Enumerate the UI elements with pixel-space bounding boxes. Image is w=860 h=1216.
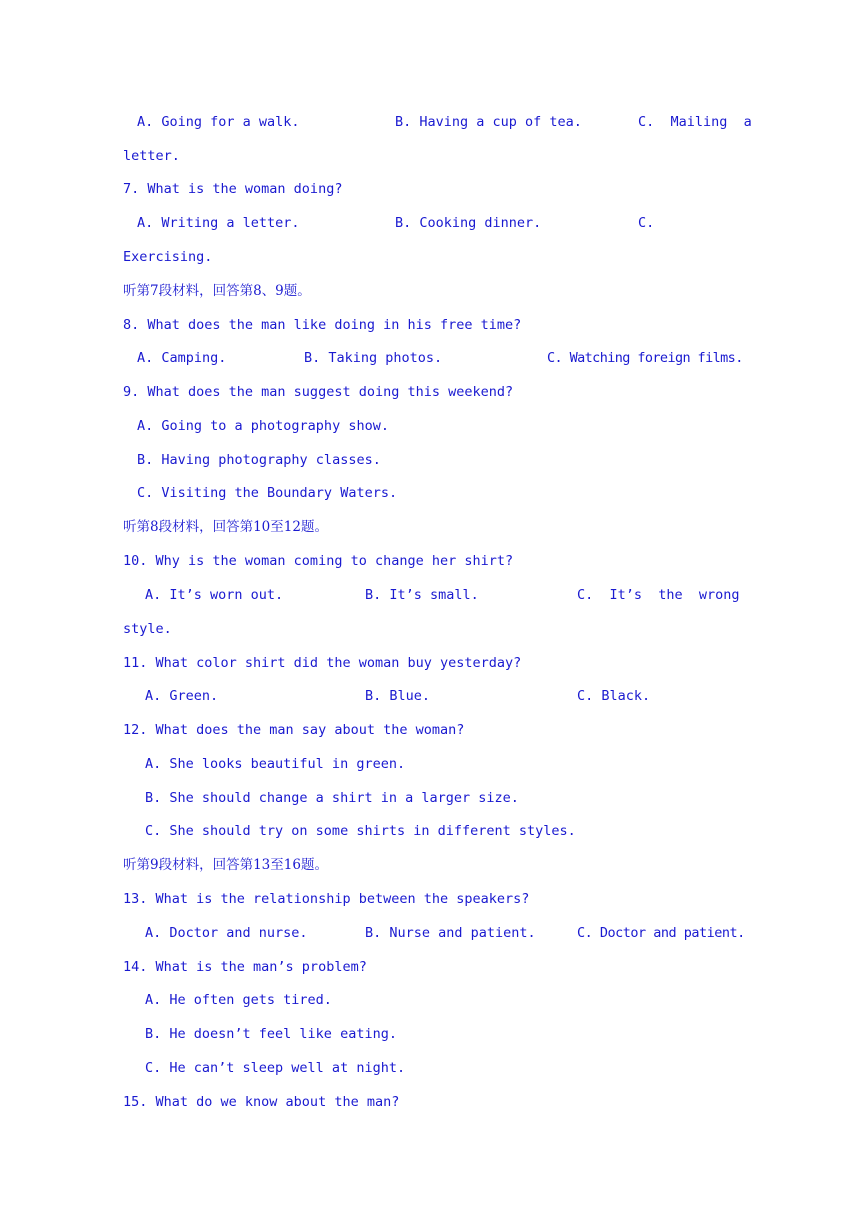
q13-option-a: A. Doctor and nurse. [145,925,308,941]
q9-option-b: B. Having photography classes. [137,452,381,468]
section-9-heading: 听第9段材料，回答第13至16题。 [123,857,328,873]
q13-question: 13. What is the relationship between the speakers? [123,891,530,907]
q12-option-b: B. She should change a shirt in a larger size. [145,790,519,806]
q9-option-c: C. Visiting the Boundary Waters. [137,485,398,501]
q13-option-b: B. Nurse and patient. [365,925,536,941]
q10-option-c: C. It’s the wrong [577,587,740,603]
q14-question: 14. What is the man’s problem? [123,959,367,975]
section-8-heading: 听第8段材料，回答第10至12题。 [123,519,328,535]
q6-option-c: C. Mailing a [638,114,752,130]
q6-option-a: A. Going for a walk. [137,114,300,130]
q10-option-b: B. It’s small. [365,587,479,603]
q12-option-a: A. She looks beautiful in green. [145,756,406,772]
section-7-heading: 听第7段材料，回答第8、9题。 [123,283,311,299]
q14-option-b: B. He doesn’t feel like eating. [145,1026,397,1042]
q11-option-b: B. Blue. [365,688,431,704]
q11-option-a: A. Green. [145,688,219,704]
q7-option-c: C. [638,215,655,231]
q15-question: 15. What do we know about the man? [123,1094,400,1110]
q9-option-a: A. Going to a photography show. [137,418,389,434]
q10-option-c-continued: style. [123,621,172,637]
q9-question: 9. What does the man suggest doing this weekend? [123,384,514,400]
q7-option-b: B. Cooking dinner. [395,215,542,231]
q8-option-a: A. Camping. [137,350,227,366]
q14-option-a: A. He often gets tired. [145,992,332,1008]
q12-question: 12. What does the man say about the woman? [123,722,465,738]
q7-question: 7. What is the woman doing? [123,181,343,197]
q14-option-c: C. He can’t sleep well at night. [145,1060,406,1076]
q7-option-c-continued: Exercising. [123,249,213,265]
q10-option-a: A. It’s worn out. [145,587,284,603]
q6-option-c-continued: letter. [123,148,180,164]
q11-option-c: C. Black. [577,688,651,704]
q7-option-a: A. Writing a letter. [137,215,300,231]
q12-option-c: C. She should try on some shirts in different styles. [145,823,576,839]
q8-option-b: B. Taking photos. [304,350,443,366]
q8-question: 8. What does the man like doing in his free time? [123,317,522,333]
q8-option-c: C. Watching foreign films. [547,350,743,366]
q13-option-c: C. Doctor and patient. [577,925,745,941]
q11-question: 11. What color shirt did the woman buy yesterday? [123,655,522,671]
q6-option-b: B. Having a cup of tea. [395,114,582,130]
q10-question: 10. Why is the woman coming to change her shirt? [123,553,514,569]
